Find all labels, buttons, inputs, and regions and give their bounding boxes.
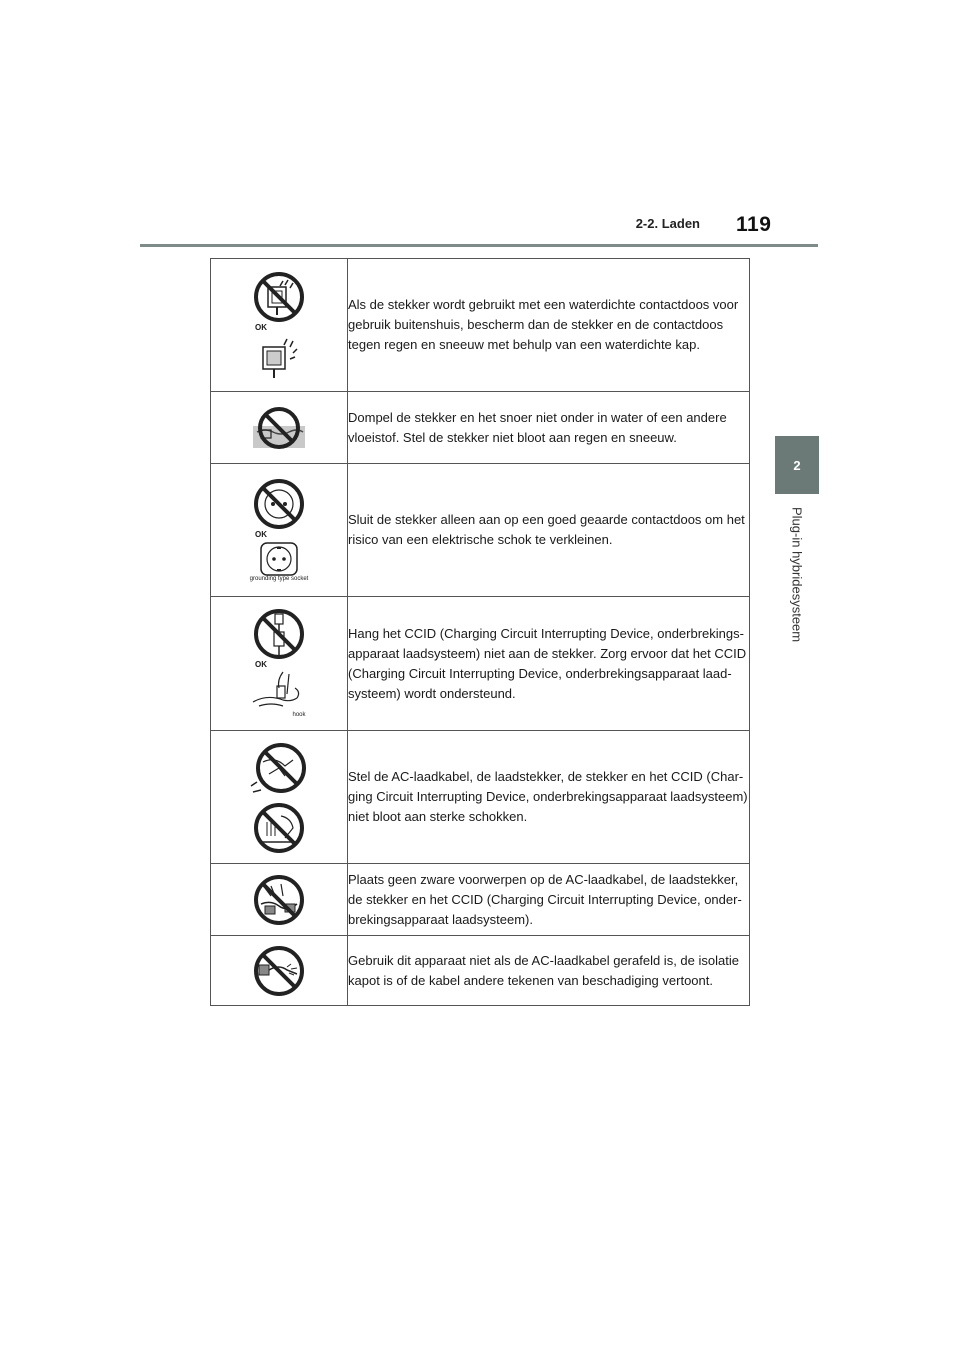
icon-cell bbox=[211, 597, 348, 731]
chapter-tab: 2 bbox=[775, 436, 819, 494]
page-number: 119 bbox=[736, 213, 772, 236]
warning-text: Stel de AC-laadkabel, de laadstekker, de stekker en het CCID (Char-ging Circuit Interrupting Device, onderbrekingsapparaat laadsysteem) niet bloot aan sterke schokken. bbox=[348, 731, 750, 864]
warning-text: Als de stekker wordt gebruikt met een waterdichte contactdoos voor gebruik buitenshuis, bescherm dan de stekker en de contactdoos tegen regen en sneeuw met behulp van een waterdichte kap. bbox=[348, 259, 750, 392]
chapter-title: Plug-in hybridesysteem bbox=[789, 507, 805, 643]
header-divider bbox=[140, 244, 818, 247]
impact-prohibited-icon bbox=[249, 740, 309, 798]
icon-cell bbox=[211, 936, 348, 1006]
icon-cell bbox=[211, 731, 348, 864]
table-row bbox=[211, 936, 750, 1006]
warning-text: Gebruik dit apparaat niet als de AC-laadkabel gerafeld is, de isolatie kapot is of de kabel andere tekenen van beschadiging vertoont. bbox=[348, 936, 750, 1006]
covered-plug-ok-icon bbox=[253, 333, 305, 379]
table-row bbox=[211, 731, 750, 864]
section-title: 2-2. Laden bbox=[635, 216, 700, 231]
warning-text: Dompel de stekker en het snoer niet onder in water of een andere vloeistof. Stel de stekker niet bloot aan regen en sneeuw. bbox=[348, 392, 750, 464]
warning-text: Sluit de stekker alleen aan op een goed geaarde contactdoos om het risico van een elektrische schok te verkleinen. bbox=[348, 464, 750, 597]
ok-label: OK bbox=[255, 323, 267, 332]
icon-cell bbox=[211, 464, 348, 597]
table-row bbox=[211, 597, 750, 731]
table-row bbox=[211, 392, 750, 464]
plug-in-water-prohibited-icon bbox=[251, 406, 307, 450]
warnings-table bbox=[210, 258, 750, 1006]
socket-caption: grounding type socket bbox=[249, 575, 309, 582]
table-row bbox=[211, 864, 750, 936]
warning-text: Plaats geen zware voorwerpen op de AC-laadkabel, de laadstekker, de stekker en het CCID (Charging Circuit Interrupting Device, onder-brekingsapparaat laadsysteem). bbox=[348, 864, 750, 936]
table-row bbox=[211, 464, 750, 597]
rain-on-plug-prohibited-icon bbox=[253, 271, 305, 323]
warning-text: Hang het CCID (Charging Circuit Interrupting Device, onderbrekings-apparaat laadsysteem) niet aan de stekker. Zorg ervoor dat het CCID (Charging Circuit Interrupting Device, onderbrekingsapparaat laad-systeem) wordt ondersteund. bbox=[348, 597, 750, 731]
grounding-socket-ok-icon bbox=[257, 540, 301, 578]
supported-ccid-ok-icon bbox=[249, 670, 309, 714]
damaged-cable-prohibited-icon bbox=[251, 945, 307, 997]
stepping-on-cable-prohibited-icon bbox=[253, 802, 305, 854]
ungrounded-socket-prohibited-icon bbox=[253, 478, 305, 530]
hanging-ccid-prohibited-icon bbox=[253, 608, 305, 660]
icon-cell bbox=[211, 864, 348, 936]
heavy-object-prohibited-icon bbox=[251, 874, 307, 926]
icon-cell bbox=[211, 259, 348, 392]
ok-label: OK bbox=[255, 660, 267, 669]
ok-label: OK bbox=[255, 529, 267, 539]
table-row bbox=[211, 259, 750, 392]
hook-caption: hook bbox=[292, 712, 306, 718]
icon-cell bbox=[211, 392, 348, 464]
